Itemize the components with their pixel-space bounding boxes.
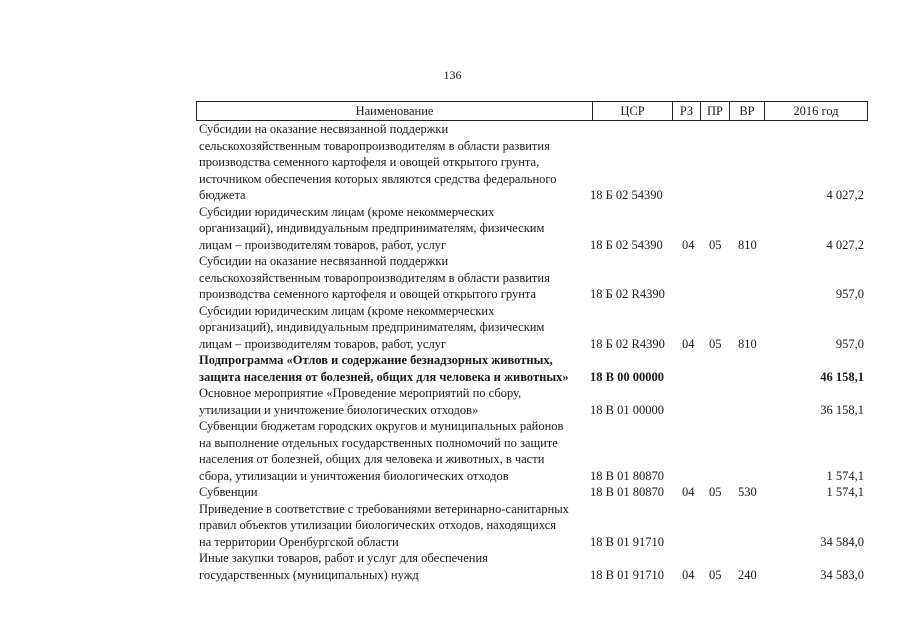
row-vr: 810 [738, 237, 757, 252]
table-row [0, 303, 905, 353]
row-rz: 04 [682, 485, 695, 499]
row-amount: 36 158,1 [820, 402, 864, 417]
row-amount: 4 027,2 [826, 188, 864, 202]
row-name [199, 418, 579, 484]
row-name-line: Подпрограмма «Отлов и содержание безнадзорных животных, [199, 353, 553, 367]
table-row [0, 121, 905, 204]
row-amount: 957,0 [835, 336, 864, 351]
row-amount: 34 584,0 [820, 534, 864, 549]
row-csr: 18 В 01 00000 [590, 402, 664, 417]
row-name [199, 352, 579, 385]
row-name-line: Субвенции [199, 485, 258, 499]
row-name-line: сельскохозяйственным товаропроизводителям в области развития [199, 138, 550, 153]
table-row [0, 204, 905, 254]
row-name-line: лицам – производителям товаров, работ, услуг [199, 336, 447, 351]
table-body [0, 121, 905, 583]
row-amount: 4 027,2 [826, 237, 864, 252]
table-row [0, 253, 905, 303]
row-name-line: сельскохозяйственным товаропроизводителям в области развития [199, 270, 550, 285]
row-name-line: Субсидии на оказание несвязанной поддержки [199, 254, 449, 268]
page-number: 136 [443, 68, 462, 82]
header-name: Наименование [355, 104, 434, 118]
row-name-line: Приведение в соответствие с требованиями ветеринарно-санитарных [199, 501, 569, 516]
row-rz: 04 [682, 567, 695, 582]
row-name [199, 253, 579, 303]
table-row [0, 352, 905, 385]
row-name [199, 501, 579, 551]
row-name-line: производства семенного картофеля и овощей открытого грунта, [199, 155, 540, 169]
row-amount: 1 574,1 [826, 485, 864, 499]
row-name-line: организаций), индивидуальным предпринимателям, физическим [199, 320, 545, 334]
row-pr: 05 [709, 237, 722, 252]
row-csr: 18 В 01 91710 [590, 534, 664, 549]
row-csr: 18 Б 02 54390 [590, 237, 663, 252]
header-rz: РЗ [679, 104, 694, 118]
row-name-line: Основное мероприятие «Проведение мероприятий по сбору, [199, 386, 522, 400]
row-csr: 18 Б 02 R4390 [590, 287, 665, 301]
table-row [0, 550, 905, 583]
row-name-line: Субсидии на оказание несвязанной поддержки [199, 122, 449, 136]
table-row [0, 484, 905, 501]
table-row [0, 385, 905, 418]
row-name-line: организаций), индивидуальным предпринимателям, физическим [199, 221, 545, 235]
row-name [199, 204, 579, 254]
row-name-line: защита населения от болезней, общих для человека и животных» [199, 369, 569, 384]
row-amount: 957,0 [835, 287, 864, 301]
row-vr: 530 [738, 485, 757, 499]
header-vr: ВР [739, 104, 755, 118]
row-name-line: Иные закупки товаров, работ и услуг для обеспечения [199, 551, 488, 565]
row-name-line: производства семенного картофеля и овощей открытого грунта [199, 287, 537, 301]
row-name-line: на выполнение отдельных государственных полномочий по защите [199, 435, 558, 450]
row-name [199, 385, 579, 418]
header-csr: ЦСР [620, 104, 645, 118]
table-header [196, 101, 868, 121]
row-name [199, 484, 579, 501]
header-year: 2016 год [793, 104, 839, 118]
row-vr: 810 [738, 336, 757, 351]
row-csr: 18 В 01 91710 [590, 567, 664, 582]
row-csr: 18 Б 02 R4390 [590, 336, 665, 351]
row-csr: 18 В 00 00000 [590, 369, 664, 384]
row-name-line: бюджета [199, 188, 246, 202]
row-csr: 18 В 01 80870 [590, 468, 664, 483]
row-name-line: утилизации и уничтожение биологических отходов» [199, 402, 479, 417]
row-name-line: государственных (муниципальных) нужд [199, 567, 419, 582]
header-pr: ПР [707, 104, 723, 118]
row-name-line: источником обеспечения которых являются средства федерального [199, 171, 557, 186]
row-name-line: Субсидии юридическим лицам (кроме некоммерческих [199, 303, 495, 318]
row-rz: 04 [682, 336, 695, 351]
row-pr: 05 [709, 567, 722, 582]
row-name [199, 303, 579, 353]
row-vr: 240 [738, 567, 757, 582]
row-rz: 04 [682, 237, 695, 252]
row-amount: 34 583,0 [820, 567, 864, 582]
row-name [199, 121, 579, 204]
row-name-line: на территории Оренбургской области [199, 534, 399, 549]
row-amount: 1 574,1 [826, 468, 864, 483]
row-csr: 18 Б 02 54390 [590, 188, 663, 202]
row-pr: 05 [709, 485, 722, 499]
row-pr: 05 [709, 336, 722, 351]
table-row [0, 418, 905, 484]
row-name [199, 550, 579, 583]
row-name-line: сбора, утилизации и уничтожения биологических отходов [199, 468, 509, 483]
row-amount: 46 158,1 [820, 369, 864, 384]
row-name-line: Субсидии юридическим лицам (кроме некоммерческих [199, 204, 495, 219]
row-name-line: Субвенции бюджетам городских округов и муниципальных районов [199, 419, 564, 433]
row-name-line: населения от болезней, общих для человека и животных, в части [199, 452, 545, 466]
row-name-line: правил объектов утилизации биологических отходов, находящихся [199, 518, 557, 532]
table-row [0, 501, 905, 551]
row-name-line: лицам – производителям товаров, работ, услуг [199, 237, 447, 252]
row-csr: 18 В 01 80870 [590, 485, 664, 499]
